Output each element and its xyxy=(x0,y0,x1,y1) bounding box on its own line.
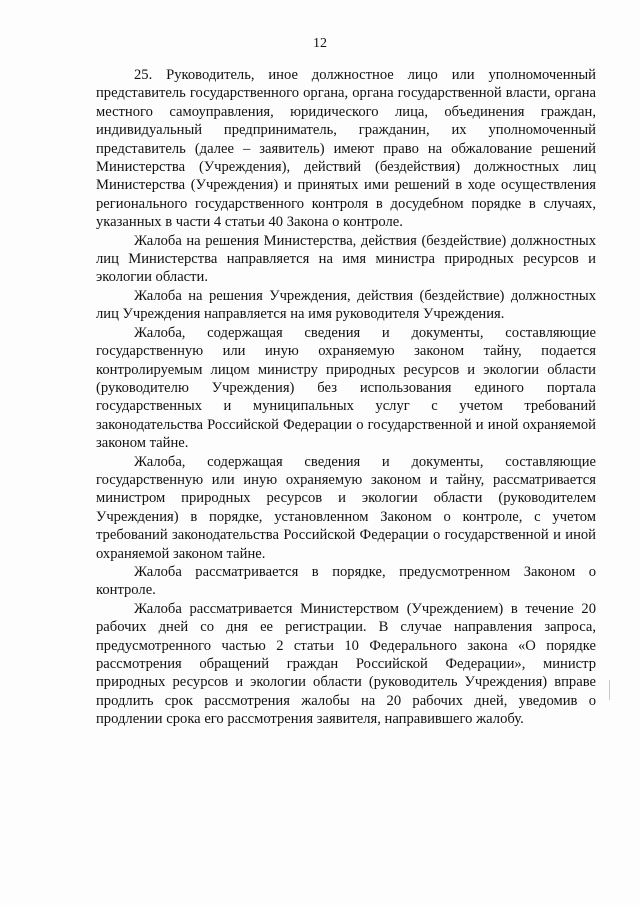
document-body xyxy=(96,66,596,729)
scan-artifact-line xyxy=(609,680,610,700)
paragraph-complaint-procedure: Жалоба рассматривается в порядке, предусмотренном Законом о контроле. xyxy=(96,563,596,599)
paragraph-clause-25: 25. Руководитель, иное должностное лицо или уполномоченный представитель государственного органа, органа государственной власти, органа местного самоуправления, юридического лица, объединения граждан, индивидуальный предприниматель, гражданин, их уполномоченный представитель (далее – заявитель) имеют право на обжалование решений Министерства (Учреждения), действий (бездействия) должностных лиц Министерства (Учреждения) и принятых ими решений в ходе осуществления регионального государственного контроля в досудебном порядке в случаях, указанных в части 4 статьи 40 Закона о контроле. xyxy=(96,67,596,231)
paragraph-complaint-secret-review: Жалоба, содержащая сведения и документы, составляющие государственную или иную охраняемую законом и тайну, рассматривается министром природных ресурсов и экологии области (руководителем Учреждения) в порядке, установленном Законом о контроле, с учетом требований законодательства Российской Федерации о государственной и иной охраняемой законом тайне. xyxy=(96,453,596,562)
paragraph-complaint-secret-submission: Жалоба, содержащая сведения и документы, составляющие государственную или иную охраняемую законом тайну, подается контролируемым лицом министру природных ресурсов и экологии области (руководителю Учреждения) без использования единого портала государственных и муниципальных услуг с учетом требований законодательства Российской Федерации о государственной и иной охраняемой законом тайне. xyxy=(96,324,596,452)
paragraph-complaint-ministry: Жалоба на решения Министерства, действия (бездействие) должностных лиц Министерства направляется на имя министра природных ресурсов и экологии области. xyxy=(96,232,596,286)
paragraph-complaint-deadline: Жалоба рассматривается Министерством (Учреждением) в течение 20 рабочих дней со дня ее регистрации. В случае направления запроса, предусмотренного частью 2 статьи 10 Федерального закона «О порядке рассмотрения обращений граждан Российской Федерации», министр природных ресурсов и экологии области (руководитель Учреждения) вправе продлить срок рассмотрения жалобы на 20 рабочих дней, уведомив о продлении срока его рассмотрения заявителя, направившего жалобу. xyxy=(96,600,596,728)
paragraph-complaint-institution: Жалоба на решения Учреждения, действия (бездействие) должностных лиц Учреждения направляется на имя руководителя Учреждения. xyxy=(96,287,596,323)
page-number: 12 xyxy=(313,36,327,51)
